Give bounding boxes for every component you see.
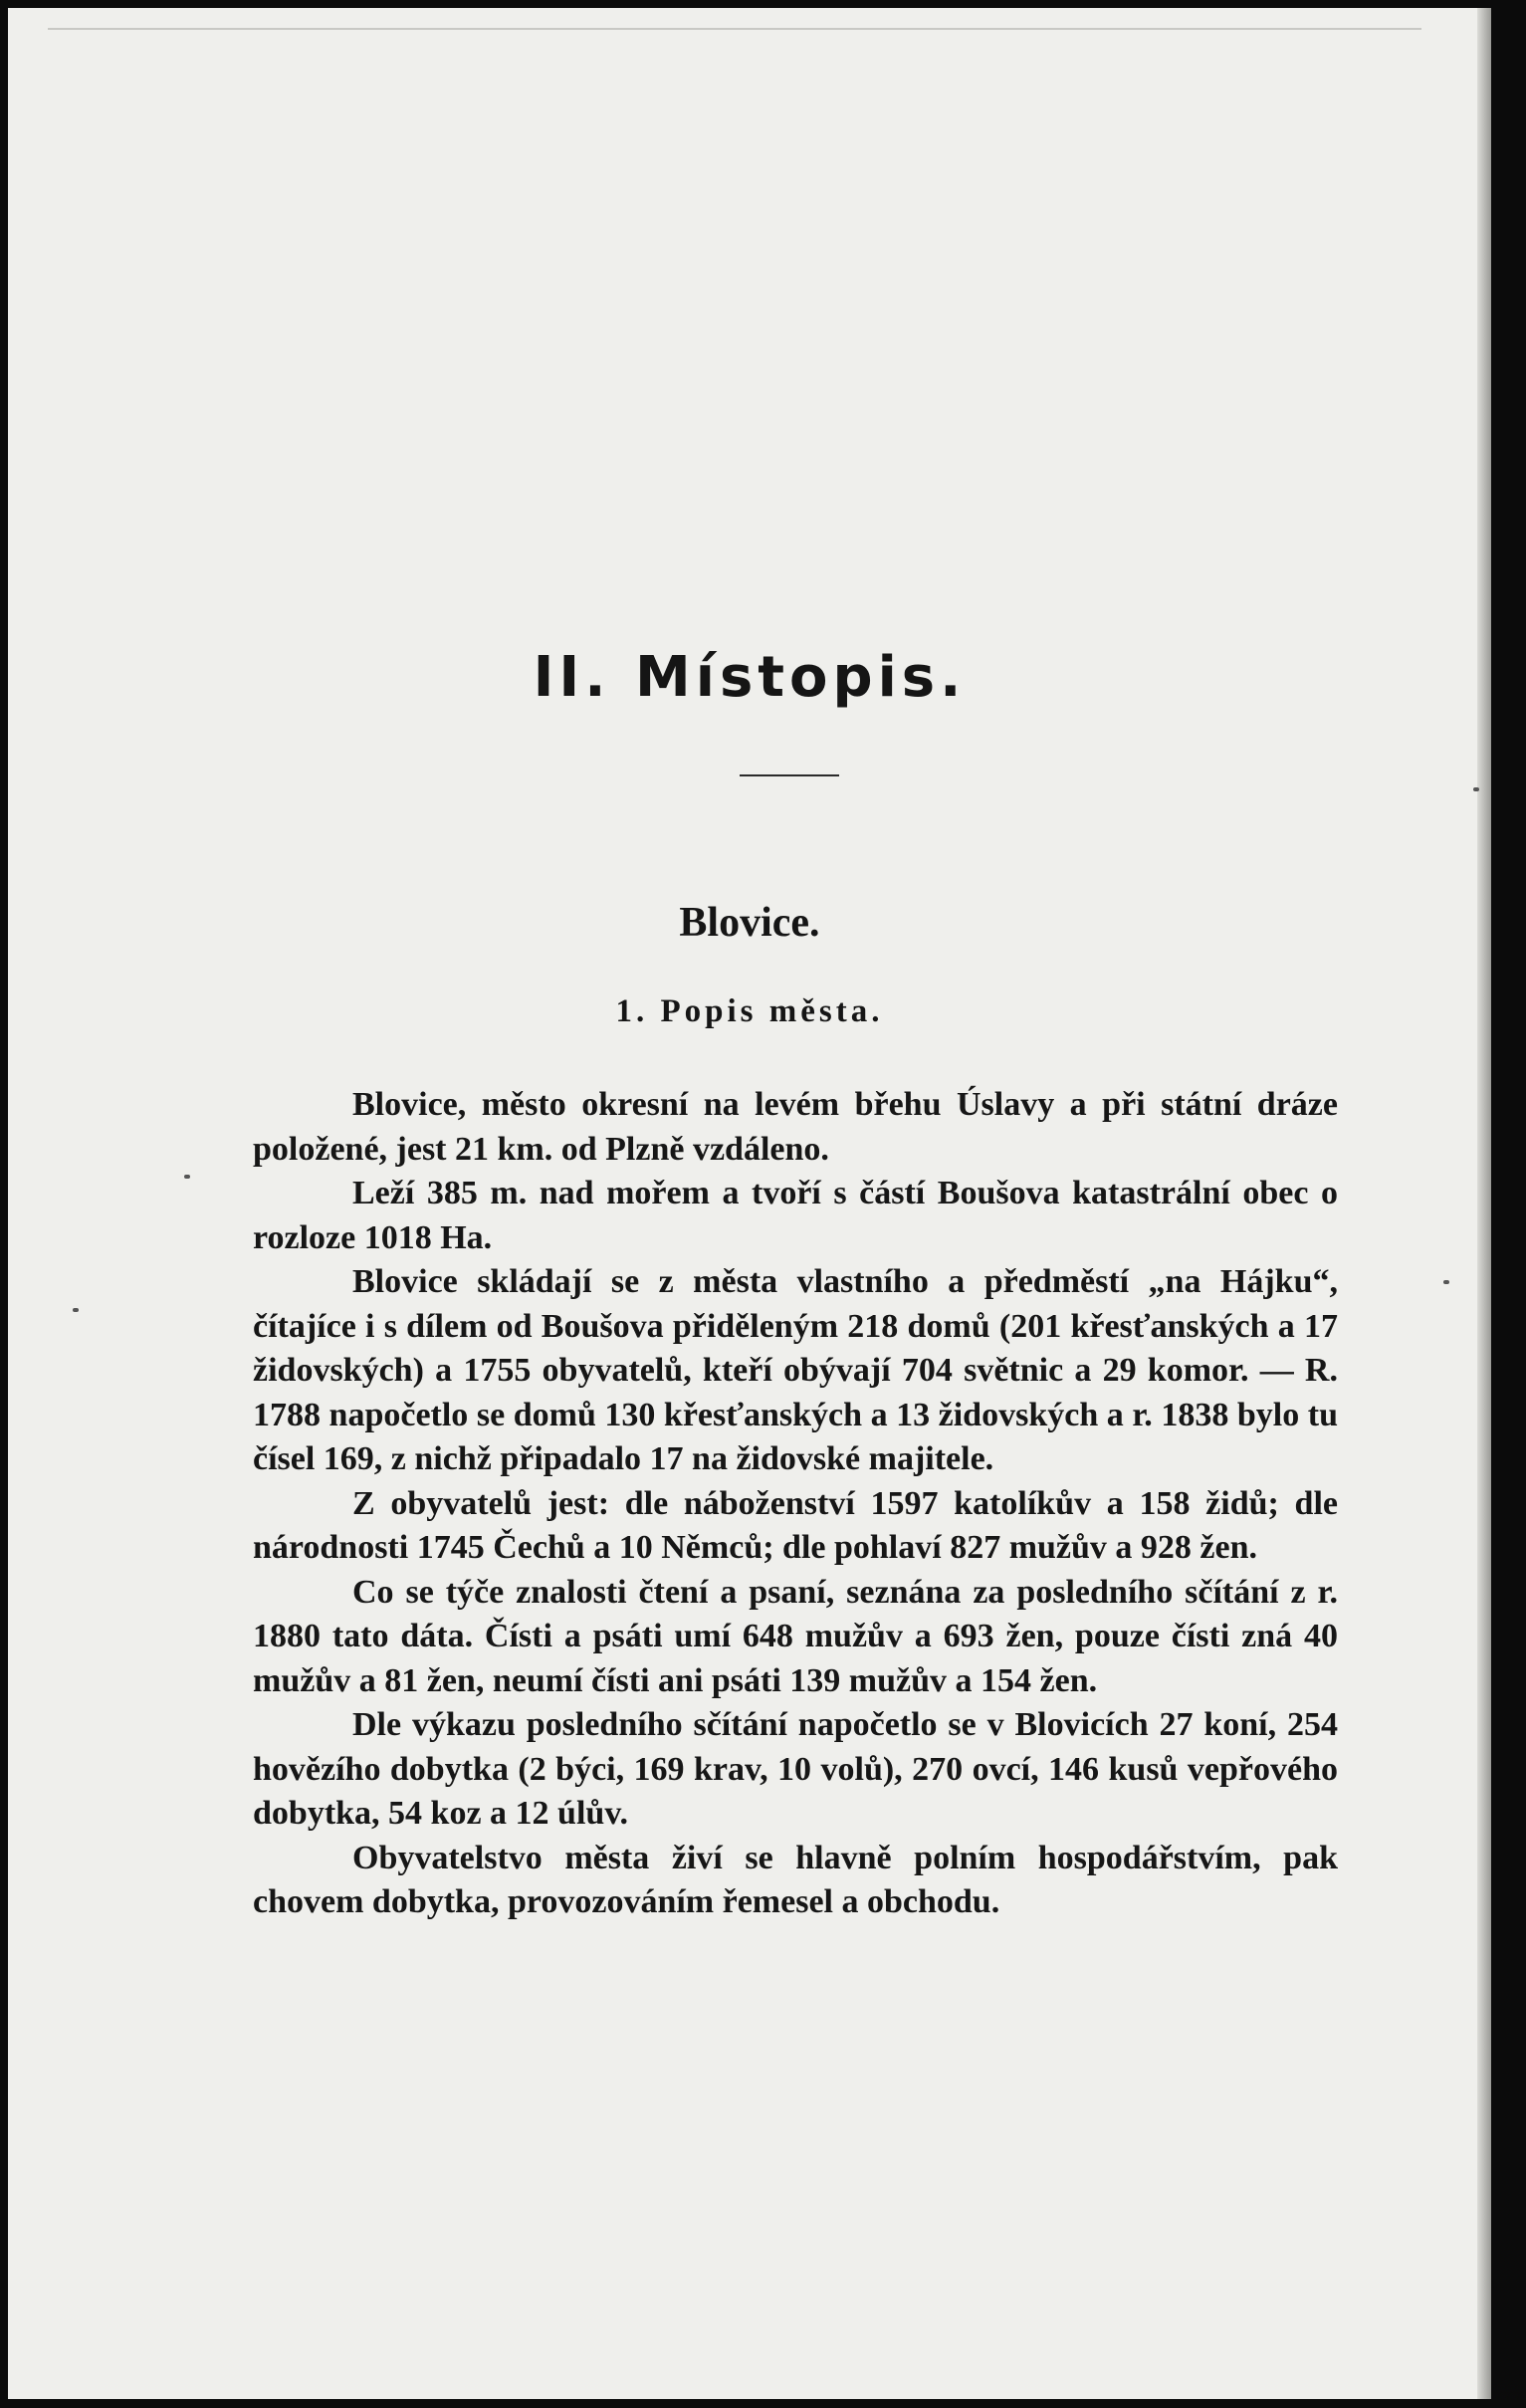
scan-edge-top [48, 28, 1421, 30]
heading-divider [740, 774, 839, 776]
section-title: Blovice. [679, 900, 820, 946]
paragraph: Z obyvatelů jest: dle náboženství 1597 katolíkův a 158 židů; dle národnosti 1745 Čechů a 10 Němců; dle pohlaví 827 mužův a 928 žen. [253, 1484, 1338, 1566]
paragraph: Obyvatelstvo města živí se hlavně polním hospodářstvím, pak chovem dobytka, provozováním řemesel a obchodu. [253, 1839, 1338, 1920]
scan-speck [1473, 787, 1479, 791]
scan-speck [73, 1308, 79, 1312]
paragraph: Co se týče znalosti čtení a psaní, seznána za posledního sčítání z r. 1880 tato dáta. Čísti a psáti umí 648 mužův a 693 žen, pouze čísti zná 40 mužův a 81 žen, neumí čísti ani psáti 139 mužův a 154 žen. [253, 1573, 1338, 1699]
scan-edge-right [1477, 8, 1491, 2399]
scan-speck [184, 1175, 190, 1179]
subsection-title: 1. Popis města. [615, 993, 884, 1029]
body-text [253, 1083, 1338, 1925]
paragraph: Leží 385 m. nad mořem a tvoří s částí Boušova katastrální obec o rozloze 1018 Ha. [253, 1175, 1338, 1256]
scanned-page [8, 8, 1491, 2399]
scan-speck [1443, 1280, 1449, 1284]
paragraph: Blovice skládají se z města vlastního a předměstí „na Hájku“, čítajíce i s dílem od Boušova přiděleným 218 domů (201 křesťanských a 17 židovských) a 1755 obyvatelů, kteří obývají 704 světnic a 29 komor. — R. 1788 napočetlo se domů 130 křesťanských a 13 židovských a r. 1838 bylo tu čísel 169, z nichž připadalo 17 na židovské majitele. [253, 1263, 1338, 1477]
chapter-heading: II. Místopis. [533, 645, 967, 710]
paragraph: Dle výkazu posledního sčítání napočetlo se v Blovicích 27 koní, 254 hovězího dobytka (2 býci, 169 krav, 10 volů), 270 ovcí, 146 kusů vepřového dobytka, 54 koz a 12 úlův. [253, 1706, 1338, 1832]
paragraph: Blovice, město okresní na levém břehu Úslavy a při státní dráze položené, jest 21 km. od Plzně vzdáleno. [253, 1086, 1338, 1168]
